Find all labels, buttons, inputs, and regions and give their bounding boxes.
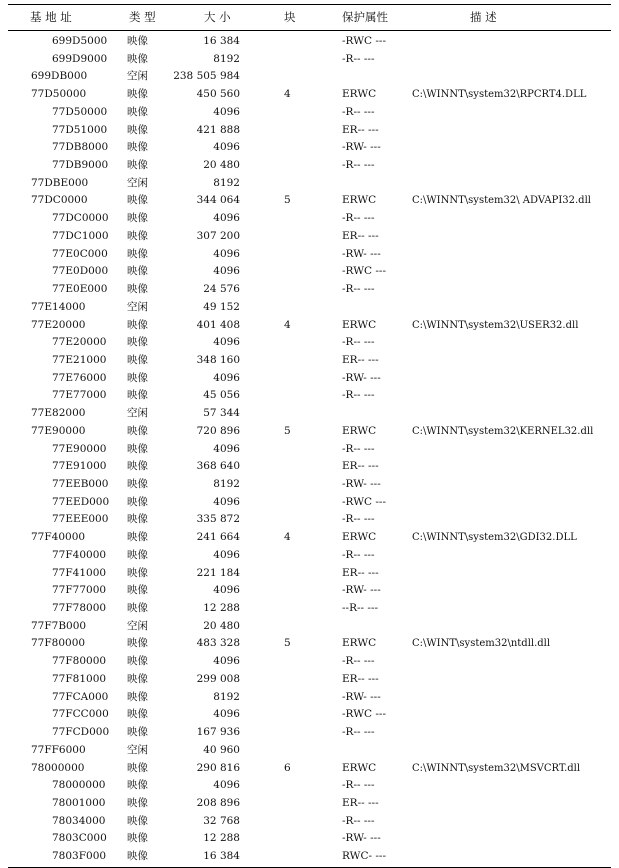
table-row	[8, 565, 611, 583]
cell-protection: ER-- ---	[342, 353, 379, 366]
cell-protection: -RW- ---	[342, 584, 381, 597]
cell-size: 4096	[213, 655, 240, 668]
cell-type: 映像	[127, 247, 148, 260]
cell-description: C:\WINNT\system32\USER32.dll	[412, 319, 579, 331]
cell-address: 77E82000	[31, 407, 86, 420]
cell-protection: ERWC	[342, 194, 377, 207]
table-row	[8, 299, 611, 317]
cell-address: 699D9000	[52, 52, 108, 65]
cell-address: 77E0D000	[52, 265, 109, 278]
cell-type: 映像	[127, 495, 148, 508]
cell-protection: -R-- ---	[342, 779, 375, 792]
cell-address: 77D51000	[52, 123, 108, 136]
cell-protection: -R-- ---	[342, 513, 375, 526]
table-row	[8, 494, 611, 512]
cell-protection: ER-- ---	[342, 672, 379, 685]
cell-size: 4096	[213, 548, 240, 561]
cell-protection: RWC- ---	[342, 850, 387, 863]
cell-protection: -R-- ---	[342, 159, 375, 172]
cell-address: 77E91000	[52, 460, 107, 473]
cell-type: 空闲	[127, 70, 148, 83]
cell-address: 7803C000	[52, 832, 107, 845]
cell-size: 32 768	[203, 814, 240, 827]
cell-type: 映像	[127, 548, 148, 561]
cell-address: 78001000	[52, 796, 106, 809]
cell-address: 699DB000	[31, 70, 88, 83]
table-row	[8, 760, 611, 778]
cell-type: 映像	[127, 832, 148, 845]
header-blocks: 块	[284, 10, 296, 24]
cell-size: 16 384	[203, 35, 240, 47]
cell-protection: -R-- ---	[342, 442, 375, 455]
cell-address: 77E77000	[52, 389, 107, 402]
table-row	[8, 263, 611, 281]
table-row	[8, 68, 611, 86]
table-row	[8, 104, 611, 122]
cell-size: 4096	[213, 708, 240, 721]
cell-protection: ER-- ---	[342, 796, 379, 809]
table-row	[8, 192, 611, 210]
table-row	[8, 441, 611, 459]
cell-type: 映像	[127, 779, 148, 792]
cell-address: 77F40000	[31, 531, 86, 544]
cell-type: 映像	[127, 478, 148, 490]
cell-size: 208 896	[196, 796, 240, 809]
cell-protection: -RWC ---	[342, 35, 387, 47]
cell-size: 401 408	[196, 318, 240, 331]
cell-protection: ERWC	[342, 637, 377, 650]
table-row	[8, 139, 611, 157]
cell-protection: -RW- ---	[342, 478, 381, 490]
header-type: 类 型	[129, 10, 156, 24]
cell-type: 映像	[127, 850, 148, 863]
table-row	[8, 352, 611, 370]
cell-address: 77F81000	[52, 672, 107, 685]
cell-type: 空闲	[127, 300, 148, 313]
cell-type: 映像	[127, 212, 148, 225]
cell-size: 12 288	[203, 602, 240, 615]
cell-address: 77F40000	[52, 548, 107, 561]
cell-type: 映像	[127, 566, 148, 579]
cell-size: 4096	[213, 141, 240, 154]
cell-type: 映像	[127, 442, 148, 455]
cell-size: 4096	[213, 336, 240, 349]
cell-address: 78000000	[52, 779, 106, 792]
cell-size: 299 008	[196, 672, 240, 685]
cell-type: 映像	[127, 796, 148, 809]
cell-size: 344 064	[196, 194, 240, 207]
table-row	[8, 157, 611, 175]
cell-protection: ER-- ---	[342, 566, 379, 579]
cell-blocks: 5	[284, 424, 291, 437]
cell-address: 78034000	[52, 814, 106, 827]
cell-address: 77EEE000	[52, 513, 109, 526]
cell-size: 8192	[213, 478, 240, 490]
cell-type: 映像	[127, 88, 148, 101]
cell-protection: -RW- ---	[342, 371, 381, 384]
cell-protection: ER-- ---	[342, 460, 379, 473]
cell-protection: -R-- ---	[342, 814, 375, 827]
cell-address: 77D50000	[31, 88, 87, 101]
cell-size: 49 152	[203, 300, 240, 313]
cell-protection: -R-- ---	[342, 52, 375, 65]
cell-size: 12 288	[203, 832, 240, 845]
cell-protection: -RWC ---	[342, 495, 387, 508]
table-row	[8, 547, 611, 565]
cell-description: C:\WINT\system32\ntdll.dll	[412, 638, 551, 650]
cell-size: 4096	[213, 265, 240, 278]
cell-protection: -R-- ---	[342, 105, 375, 118]
cell-protection: -R-- ---	[342, 283, 375, 296]
cell-type: 空闲	[127, 619, 148, 632]
table-row	[8, 122, 611, 140]
cell-type: 映像	[127, 265, 148, 278]
cell-protection: -R-- ---	[342, 212, 375, 225]
table-row	[8, 175, 611, 193]
cell-address: 77DC0000	[31, 194, 88, 207]
cell-protection: ERWC	[342, 761, 377, 774]
cell-protection: -RW- ---	[342, 247, 381, 260]
cell-size: 4096	[213, 442, 240, 455]
cell-blocks: 4	[284, 318, 291, 331]
cell-size: 57 344	[203, 407, 240, 420]
table-row	[8, 423, 611, 441]
cell-type: 映像	[127, 814, 148, 827]
cell-size: 4096	[213, 495, 240, 508]
header-size: 大 小	[204, 10, 231, 24]
table-row	[8, 51, 611, 69]
table-row	[8, 724, 611, 742]
cell-size: 16 384	[203, 850, 240, 863]
cell-address: 77EEB000	[52, 478, 109, 490]
table-row	[8, 600, 611, 618]
table-row	[8, 671, 611, 689]
cell-type: 映像	[127, 460, 148, 473]
cell-type: 映像	[127, 672, 148, 685]
cell-address: 77FCC000	[52, 708, 109, 721]
cell-address: 699D5000	[52, 35, 108, 47]
table-row	[8, 689, 611, 707]
header-description: 描 述	[470, 10, 497, 24]
cell-size: 8192	[213, 176, 240, 189]
cell-type: 映像	[127, 194, 148, 207]
cell-address: 77DC0000	[52, 212, 109, 225]
cell-type: 映像	[127, 318, 148, 331]
header-rule	[8, 30, 611, 31]
cell-size: 4096	[213, 584, 240, 597]
cell-address: 77E76000	[52, 371, 107, 384]
header-base-address: 基 地 址	[30, 10, 72, 24]
cell-type: 映像	[127, 52, 148, 65]
cell-description: C:\WINNT\system32\MSVCRT.dll	[412, 762, 581, 774]
table-row	[8, 476, 611, 494]
table-row	[8, 742, 611, 760]
cell-type: 映像	[127, 637, 148, 650]
cell-type: 映像	[127, 283, 148, 296]
cell-type: 映像	[127, 584, 148, 597]
table-row	[8, 511, 611, 529]
table-row	[8, 281, 611, 299]
cell-type: 映像	[127, 105, 148, 118]
cell-protection: ERWC	[342, 424, 377, 437]
cell-type: 映像	[127, 726, 148, 739]
header-protection: 保护属性	[342, 10, 388, 24]
cell-protection: -RW- ---	[342, 141, 381, 154]
cell-address: 77F80000	[52, 655, 107, 668]
cell-address: 77E20000	[31, 318, 86, 331]
cell-type: 映像	[127, 35, 148, 47]
cell-size: 20 480	[203, 159, 240, 172]
cell-address: 77DBE000	[31, 176, 89, 189]
cell-size: 368 640	[196, 460, 240, 473]
cell-size: 8192	[213, 52, 240, 65]
table-row	[8, 210, 611, 228]
cell-protection: -R-- ---	[342, 389, 375, 402]
cell-blocks: 4	[284, 531, 291, 544]
cell-protection: ERWC	[342, 318, 377, 331]
cell-address: 77E21000	[52, 353, 107, 366]
cell-protection: ER-- ---	[342, 123, 379, 136]
cell-size: 290 816	[196, 761, 240, 774]
cell-protection: -RW- ---	[342, 832, 381, 845]
cell-type: 空闲	[127, 407, 148, 420]
cell-address: 77E20000	[52, 336, 107, 349]
cell-blocks: 4	[284, 88, 291, 101]
cell-type: 映像	[127, 336, 148, 349]
cell-address: 77F7B000	[31, 619, 87, 632]
cell-address: 77FF6000	[31, 743, 86, 756]
cell-type: 映像	[127, 371, 148, 384]
cell-address: 77DB8000	[52, 141, 109, 154]
cell-address: 77E90000	[31, 424, 86, 437]
table-row	[8, 653, 611, 671]
cell-type: 映像	[127, 159, 148, 172]
cell-protection: -R-- ---	[342, 655, 375, 668]
cell-address: 77FCA000	[52, 690, 109, 703]
cell-address: 77F78000	[52, 602, 107, 615]
table-row	[8, 33, 611, 51]
table-row	[8, 813, 611, 831]
cell-size: 4096	[213, 212, 240, 225]
table-row	[8, 86, 611, 104]
cell-size: 238 505 984	[173, 70, 240, 83]
cell-address: 77E0C000	[52, 247, 108, 260]
cell-protection: -RWC ---	[342, 265, 387, 278]
cell-size: 221 184	[196, 566, 240, 579]
cell-description: C:\WINNT\system32\KERNEL32.dll	[412, 425, 594, 437]
cell-type: 映像	[127, 708, 148, 721]
cell-type: 映像	[127, 353, 148, 366]
table-row	[8, 618, 611, 636]
cell-description: C:\WINNT\system32\GDI32.DLL	[412, 532, 577, 544]
cell-address: 77FCD000	[52, 726, 110, 739]
table-row	[8, 334, 611, 352]
cell-size: 241 664	[196, 531, 240, 544]
cell-type: 映像	[127, 531, 148, 544]
cell-size: 483 328	[196, 637, 240, 650]
cell-size: 40 960	[203, 743, 240, 756]
cell-protection: ER-- ---	[342, 229, 379, 242]
cell-size: 307 200	[196, 229, 240, 242]
cell-address: 77DB9000	[52, 159, 109, 172]
cell-description: C:\WINNT\system32\RPCRT4.DLL	[412, 89, 587, 101]
table-row	[8, 706, 611, 724]
cell-type: 映像	[127, 655, 148, 668]
cell-type: 空闲	[127, 176, 148, 189]
cell-protection: ERWC	[342, 531, 377, 544]
table-row	[8, 777, 611, 795]
cell-address: 78000000	[31, 761, 85, 774]
cell-address: 7803F000	[52, 850, 107, 863]
cell-description: C:\WINNT\system32\ ADVAPI32.dll	[412, 195, 591, 207]
cell-type: 映像	[127, 424, 148, 437]
table-row	[8, 317, 611, 335]
cell-size: 4096	[213, 105, 240, 118]
table-row	[8, 529, 611, 547]
cell-type: 映像	[127, 123, 148, 136]
cell-size: 4096	[213, 371, 240, 384]
table-row	[8, 795, 611, 813]
table-row	[8, 458, 611, 476]
cell-type: 映像	[127, 141, 148, 154]
cell-size: 24 576	[203, 283, 240, 296]
cell-type: 映像	[127, 690, 148, 703]
cell-address: 77D50000	[52, 105, 108, 118]
cell-address: 77F77000	[52, 584, 107, 597]
cell-size: 335 872	[196, 513, 240, 526]
cell-type: 映像	[127, 761, 148, 774]
cell-address: 77DC1000	[52, 229, 109, 242]
cell-protection: -RWC ---	[342, 708, 387, 721]
cell-size: 4096	[213, 247, 240, 260]
cell-type: 映像	[127, 389, 148, 402]
cell-blocks: 6	[284, 761, 291, 774]
cell-size: 450 560	[196, 88, 240, 101]
cell-protection: --R-- ---	[342, 602, 379, 615]
cell-type: 映像	[127, 513, 148, 526]
cell-address: 77E14000	[31, 300, 86, 313]
table-row	[8, 228, 611, 246]
table-row	[8, 582, 611, 600]
table-row	[8, 635, 611, 653]
cell-address: 77E0E000	[52, 283, 108, 296]
cell-size: 45 056	[203, 389, 240, 402]
cell-address: 77EED000	[52, 495, 110, 508]
cell-blocks: 5	[284, 194, 291, 207]
cell-address: 77E90000	[52, 442, 107, 455]
cell-blocks: 5	[284, 637, 291, 650]
cell-protection: ERWC	[342, 88, 377, 101]
cell-size: 720 896	[196, 424, 240, 437]
top-rule	[8, 4, 611, 5]
cell-type: 空闲	[127, 743, 148, 756]
table-row	[8, 370, 611, 388]
cell-size: 8192	[213, 690, 240, 703]
cell-size: 4096	[213, 779, 240, 792]
cell-size: 348 160	[196, 353, 240, 366]
cell-protection: -R-- ---	[342, 548, 375, 561]
cell-size: 20 480	[203, 619, 240, 632]
table-row	[8, 830, 611, 848]
cell-protection: -R-- ---	[342, 336, 375, 349]
cell-type: 映像	[127, 602, 148, 615]
cell-protection: -RW- ---	[342, 690, 381, 703]
table-row	[8, 405, 611, 423]
cell-type: 映像	[127, 229, 148, 242]
cell-address: 77F41000	[52, 566, 107, 579]
cell-address: 77F80000	[31, 637, 86, 650]
cell-size: 421 888	[196, 123, 240, 136]
cell-protection: -R-- ---	[342, 726, 375, 739]
table-row	[8, 387, 611, 405]
cell-size: 167 936	[196, 726, 240, 739]
table-row	[8, 848, 611, 866]
table-row	[8, 246, 611, 264]
